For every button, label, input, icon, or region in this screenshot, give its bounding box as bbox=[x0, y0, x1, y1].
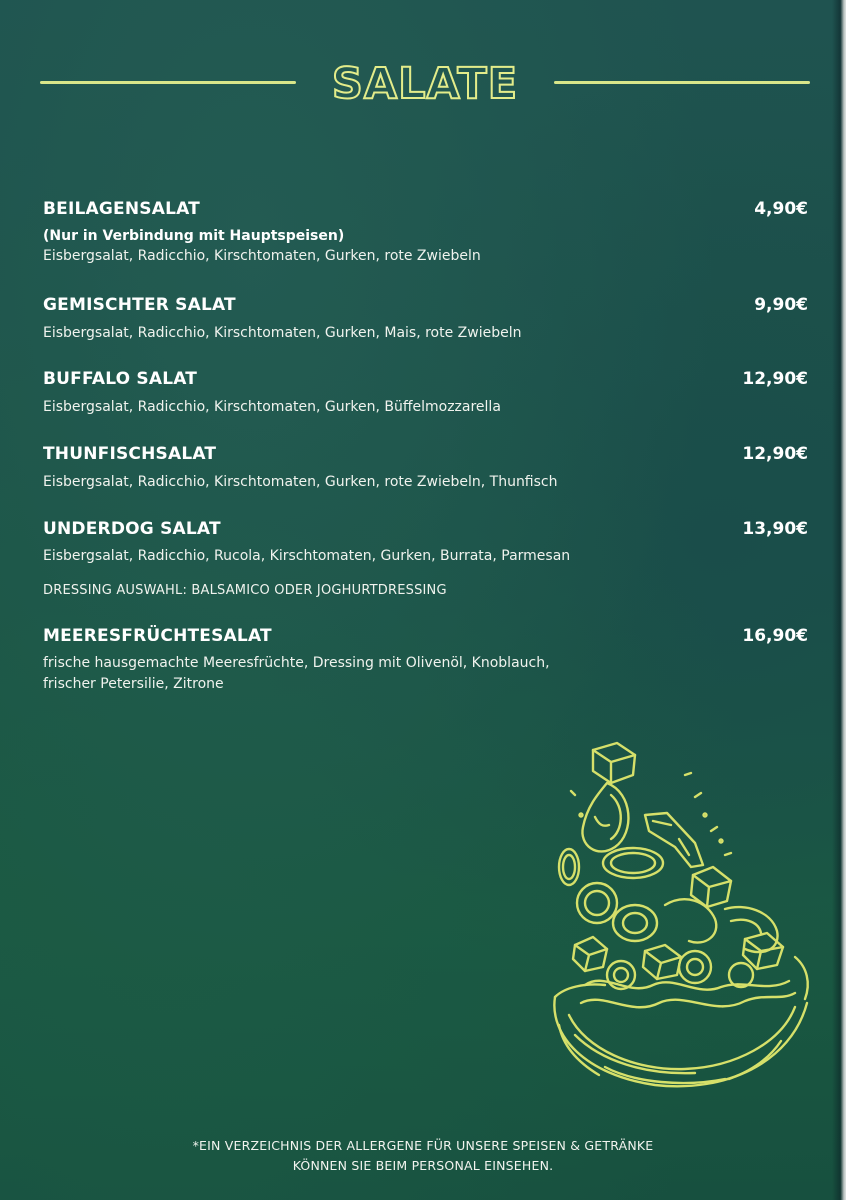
item-description: Eisbergsalat, Radicchio, Kirschtomaten, Gurken, rote Zwiebeln, Thunfisch bbox=[43, 474, 558, 490]
item-description-line1: frische hausgemachte Meeresfrüchte, Dressing mit Olivenöl, Knoblauch, bbox=[43, 655, 550, 671]
menu-title: SALATE bbox=[331, 59, 519, 109]
item-price: 9,90€ bbox=[754, 295, 808, 315]
item-name: BEILAGENSALAT bbox=[43, 199, 200, 219]
item-description-line2: frischer Petersilie, Zitrone bbox=[43, 676, 224, 692]
menu-item-gemischter-salat bbox=[43, 292, 808, 344]
dressing-note: DRESSING AUSWAHL: BALSAMICO ODER JOGHURTDRESSING bbox=[43, 583, 447, 598]
menu-item-buffalo-salat bbox=[43, 366, 808, 418]
item-description: Eisbergsalat, Radicchio, Rucola, Kirschtomaten, Gurken, Burrata, Parmesan bbox=[43, 548, 571, 564]
menu-items bbox=[43, 196, 808, 695]
menu-header bbox=[40, 58, 810, 114]
item-price: 16,90€ bbox=[742, 626, 808, 646]
item-description: Eisbergsalat, Radicchio, Kirschtomaten, Gurken, rote Zwiebeln bbox=[43, 248, 481, 264]
header-rule-right bbox=[554, 81, 810, 84]
item-name: THUNFISCHSALAT bbox=[43, 444, 217, 464]
item-name: GEMISCHTER SALAT bbox=[43, 295, 236, 315]
footer-line-1: *EIN VERZEICHNIS DER ALLERGENE FÜR UNSERE SPEISEN & GETRÄNKE bbox=[192, 1138, 654, 1153]
menu-item-meeresfruechtesalat bbox=[43, 623, 808, 695]
item-name: MEERESFRÜCHTESALAT bbox=[43, 626, 272, 646]
item-note: (Nur in Verbindung mit Hauptspeisen) bbox=[43, 228, 345, 244]
menu-item-beilagensalat bbox=[43, 196, 808, 267]
item-name: UNDERDOG SALAT bbox=[43, 519, 221, 539]
item-description: Eisbergsalat, Radicchio, Kirschtomaten, Gurken, Büffelmozzarella bbox=[43, 399, 501, 415]
item-name: BUFFALO SALAT bbox=[43, 369, 198, 389]
menu-item-thunfischsalat bbox=[43, 441, 808, 493]
item-price: 12,90€ bbox=[742, 444, 808, 464]
footer-line-2: KÖNNEN SIE BEIM PERSONAL EINSEHEN. bbox=[292, 1158, 554, 1173]
item-price: 13,90€ bbox=[742, 519, 808, 539]
allergen-footer bbox=[0, 1136, 846, 1176]
salad-bowl-icon bbox=[545, 735, 815, 1105]
page-edge bbox=[832, 0, 846, 1200]
header-rule-left bbox=[40, 81, 296, 84]
item-price: 12,90€ bbox=[742, 369, 808, 389]
item-description: Eisbergsalat, Radicchio, Kirschtomaten, Gurken, Mais, rote Zwiebeln bbox=[43, 325, 522, 341]
menu-item-underdog-salat bbox=[43, 516, 808, 601]
item-price: 4,90€ bbox=[754, 199, 808, 219]
